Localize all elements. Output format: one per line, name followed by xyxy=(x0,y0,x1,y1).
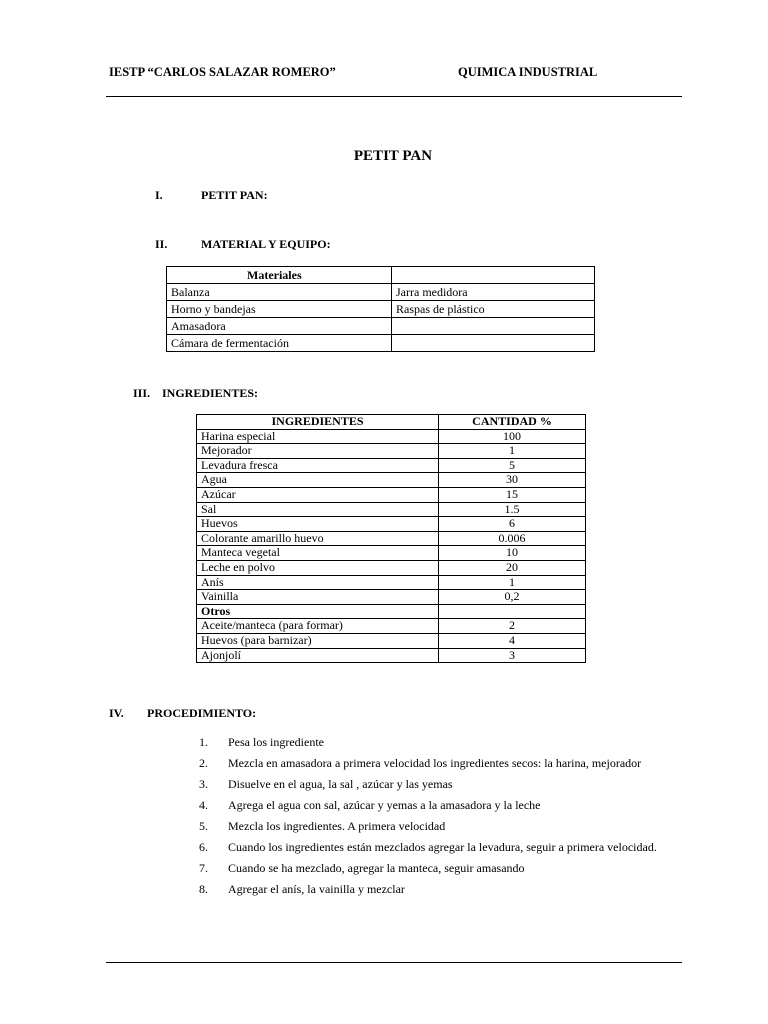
materials-header: Materiales xyxy=(167,267,392,284)
ingredient-name: Anís xyxy=(197,575,439,590)
table-header-row xyxy=(167,267,595,284)
ingredient-name: Ajonjolí xyxy=(197,648,439,663)
table-row xyxy=(197,531,586,546)
ingredient-name: Aceite/manteca (para formar) xyxy=(197,619,439,634)
section-1-number: I. xyxy=(155,188,163,202)
table-row xyxy=(197,560,586,575)
step-number: 8. xyxy=(199,882,208,896)
table-cell: Balanza xyxy=(167,284,392,301)
ingredient-name: Huevos (para barnizar) xyxy=(197,633,439,648)
ingredients-table xyxy=(196,414,586,663)
table-row xyxy=(197,604,586,619)
ingredient-quantity: 100 xyxy=(439,429,586,444)
section-1-label: PETIT PAN: xyxy=(201,188,268,202)
procedure-step xyxy=(199,879,677,900)
table-row xyxy=(197,633,586,648)
step-number: 3. xyxy=(199,777,208,791)
procedure-step xyxy=(199,816,677,837)
institution-name: IESTP “CARLOS SALAZAR ROMERO” xyxy=(109,65,336,79)
table-row xyxy=(197,619,586,634)
table-row xyxy=(197,517,586,532)
step-number: 4. xyxy=(199,798,208,812)
materials-table xyxy=(166,266,595,352)
table-row xyxy=(197,444,586,459)
step-text: Agregar el anís, la vainilla y mezclar xyxy=(228,882,405,896)
step-number: 6. xyxy=(199,840,208,854)
ingredient-quantity: 30 xyxy=(439,473,586,488)
ingredient-quantity: 10 xyxy=(439,546,586,561)
table-row xyxy=(197,502,586,517)
ingredient-quantity: 1.5 xyxy=(439,502,586,517)
table-row xyxy=(197,575,586,590)
ingredient-quantity: 1 xyxy=(439,444,586,459)
table-cell xyxy=(392,318,595,335)
ingredient-name: Harina especial xyxy=(197,429,439,444)
ingredient-name: Vainilla xyxy=(197,590,439,605)
table-cell: Amasadora xyxy=(167,318,392,335)
step-text: Cuando los ingredientes están mezclados agregar la levadura, seguir a primera velocidad. xyxy=(228,840,657,854)
ingredient-quantity: 15 xyxy=(439,487,586,502)
table-cell xyxy=(392,267,595,284)
quantity-column-header: CANTIDAD % xyxy=(439,415,586,430)
ingredient-name: Azúcar xyxy=(197,487,439,502)
section-3-number: III. xyxy=(133,386,151,400)
table-cell: Cámara de fermentación xyxy=(167,335,392,352)
section-4-label: PROCEDIMIENTO: xyxy=(147,706,257,720)
step-text: Agrega el agua con sal, azúcar y yemas a la amasadora y la leche xyxy=(228,798,541,812)
ingredient-name: Manteca vegetal xyxy=(197,546,439,561)
table-row xyxy=(167,284,595,301)
footer-rule xyxy=(106,962,682,963)
table-row xyxy=(167,318,595,335)
step-number: 2. xyxy=(199,756,208,770)
step-text: Disuelve en el agua, la sal , azúcar y las yemas xyxy=(228,777,453,791)
step-text: Mezcla en amasadora a primera velocidad los ingredientes secos: la harina, mejorador xyxy=(228,756,642,770)
table-row xyxy=(197,487,586,502)
ingredient-name: Leche en polvo xyxy=(197,560,439,575)
table-row xyxy=(197,458,586,473)
table-row xyxy=(197,429,586,444)
procedure-step xyxy=(199,753,677,774)
step-number: 5. xyxy=(199,819,208,833)
ingredient-quantity: 0.006 xyxy=(439,531,586,546)
table-row xyxy=(197,473,586,488)
table-row xyxy=(197,590,586,605)
ingredient-quantity: 20 xyxy=(439,560,586,575)
procedure-step xyxy=(199,774,677,795)
ingredient-name: Levadura fresca xyxy=(197,458,439,473)
ingredient-quantity: 0,2 xyxy=(439,590,586,605)
table-row xyxy=(167,335,595,352)
procedure-list xyxy=(199,732,677,900)
ingredient-name: Agua xyxy=(197,473,439,488)
section-4-number: IV. xyxy=(109,706,124,720)
procedure-step xyxy=(199,795,677,816)
department-name: QUIMICA INDUSTRIAL xyxy=(458,65,598,79)
ingredient-quantity: 2 xyxy=(439,619,586,634)
table-cell: Raspas de plástico xyxy=(392,301,595,318)
ingredient-quantity: 3 xyxy=(439,648,586,663)
ingredient-quantity: 4 xyxy=(439,633,586,648)
procedure-step xyxy=(199,732,677,753)
ingredient-quantity: 5 xyxy=(439,458,586,473)
table-cell: Horno y bandejas xyxy=(167,301,392,318)
others-label: Otros xyxy=(197,604,439,619)
table-header-row xyxy=(197,415,586,430)
ingredient-name: Sal xyxy=(197,502,439,517)
document-title: PETIT PAN xyxy=(353,148,433,164)
step-number: 1. xyxy=(199,735,208,749)
table-cell xyxy=(439,604,586,619)
procedure-step xyxy=(199,837,677,858)
table-row xyxy=(197,648,586,663)
step-number: 7. xyxy=(199,861,208,875)
step-text: Pesa los ingrediente xyxy=(228,735,324,749)
section-2-number: II. xyxy=(155,237,168,251)
ingredient-quantity: 6 xyxy=(439,517,586,532)
table-row xyxy=(167,301,595,318)
procedure-step xyxy=(199,858,677,879)
ingredients-column-header: INGREDIENTES xyxy=(197,415,439,430)
ingredient-quantity: 1 xyxy=(439,575,586,590)
table-cell: Jarra medidora xyxy=(392,284,595,301)
section-3-label: INGREDIENTES: xyxy=(162,386,259,400)
header-rule xyxy=(106,96,682,97)
ingredient-name: Mejorador xyxy=(197,444,439,459)
table-cell xyxy=(392,335,595,352)
step-text: Cuando se ha mezclado, agregar la manteca, seguir amasando xyxy=(228,861,525,875)
section-2-label: MATERIAL Y EQUIPO: xyxy=(201,237,331,251)
table-row xyxy=(197,546,586,561)
ingredient-name: Colorante amarillo huevo xyxy=(197,531,439,546)
step-text: Mezcla los ingredientes. A primera velocidad xyxy=(228,819,446,833)
ingredient-name: Huevos xyxy=(197,517,439,532)
